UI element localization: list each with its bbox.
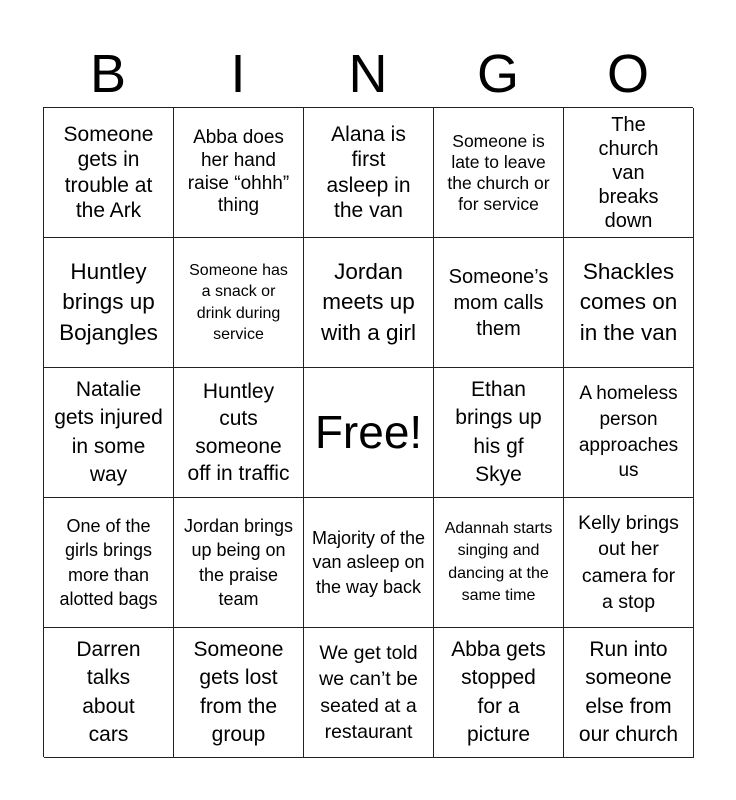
bingo-cell[interactable]: Adannah starts singing and dancing at the same time xyxy=(434,498,564,628)
header-letter-o: O xyxy=(606,44,649,104)
header-letter-b: B xyxy=(89,44,127,104)
free-space[interactable]: Free! xyxy=(304,368,434,498)
header-letter-g: G xyxy=(476,44,519,104)
bingo-cell[interactable]: Natalie gets injured in some way xyxy=(44,368,174,498)
bingo-cell[interactable]: A homeless person approaches us xyxy=(564,368,694,498)
bingo-cell[interactable]: Someone gets lost from the group xyxy=(174,628,304,758)
bingo-cell[interactable]: Jordan brings up being on the praise team xyxy=(174,498,304,628)
bingo-cell[interactable]: We get told we can’t be seated at a restaurant xyxy=(304,628,434,758)
bingo-cell[interactable]: One of the girls brings more than alotted bags xyxy=(44,498,174,628)
bingo-header xyxy=(43,40,693,108)
bingo-cell[interactable]: Someone gets in trouble at the Ark xyxy=(44,108,174,238)
bingo-cell[interactable]: Huntley cuts someone off in traffic xyxy=(174,368,304,498)
bingo-cell[interactable]: Kelly brings out her camera for a stop xyxy=(564,498,694,628)
bingo-cell[interactable]: Shackles comes on in the van xyxy=(564,238,694,368)
bingo-cell[interactable]: Someone’s mom calls them xyxy=(434,238,564,368)
bingo-cell[interactable]: Darren talks about cars xyxy=(44,628,174,758)
bingo-cell[interactable]: Ethan brings up his gf Skye xyxy=(434,368,564,498)
header-letter-i: I xyxy=(230,44,246,104)
bingo-cell[interactable]: Alana is first asleep in the van xyxy=(304,108,434,238)
bingo-cell[interactable]: Abba gets stopped for a picture xyxy=(434,628,564,758)
bingo-board xyxy=(43,107,693,757)
bingo-cell[interactable]: Abba does her hand raise “ohhh” thing xyxy=(174,108,304,238)
header-letter-n: N xyxy=(348,44,388,104)
bingo-cell[interactable]: Someone is late to leave the church or for service xyxy=(434,108,564,238)
bingo-cell[interactable]: Run into someone else from our church xyxy=(564,628,694,758)
bingo-cell[interactable]: The church van breaks down xyxy=(564,108,694,238)
bingo-cell[interactable]: Majority of the van asleep on the way back xyxy=(304,498,434,628)
bingo-cell[interactable]: Jordan meets up with a girl xyxy=(304,238,434,368)
bingo-cell[interactable]: Someone has a snack or drink during service xyxy=(174,238,304,368)
bingo-cell[interactable]: Huntley brings up Bojangles xyxy=(44,238,174,368)
